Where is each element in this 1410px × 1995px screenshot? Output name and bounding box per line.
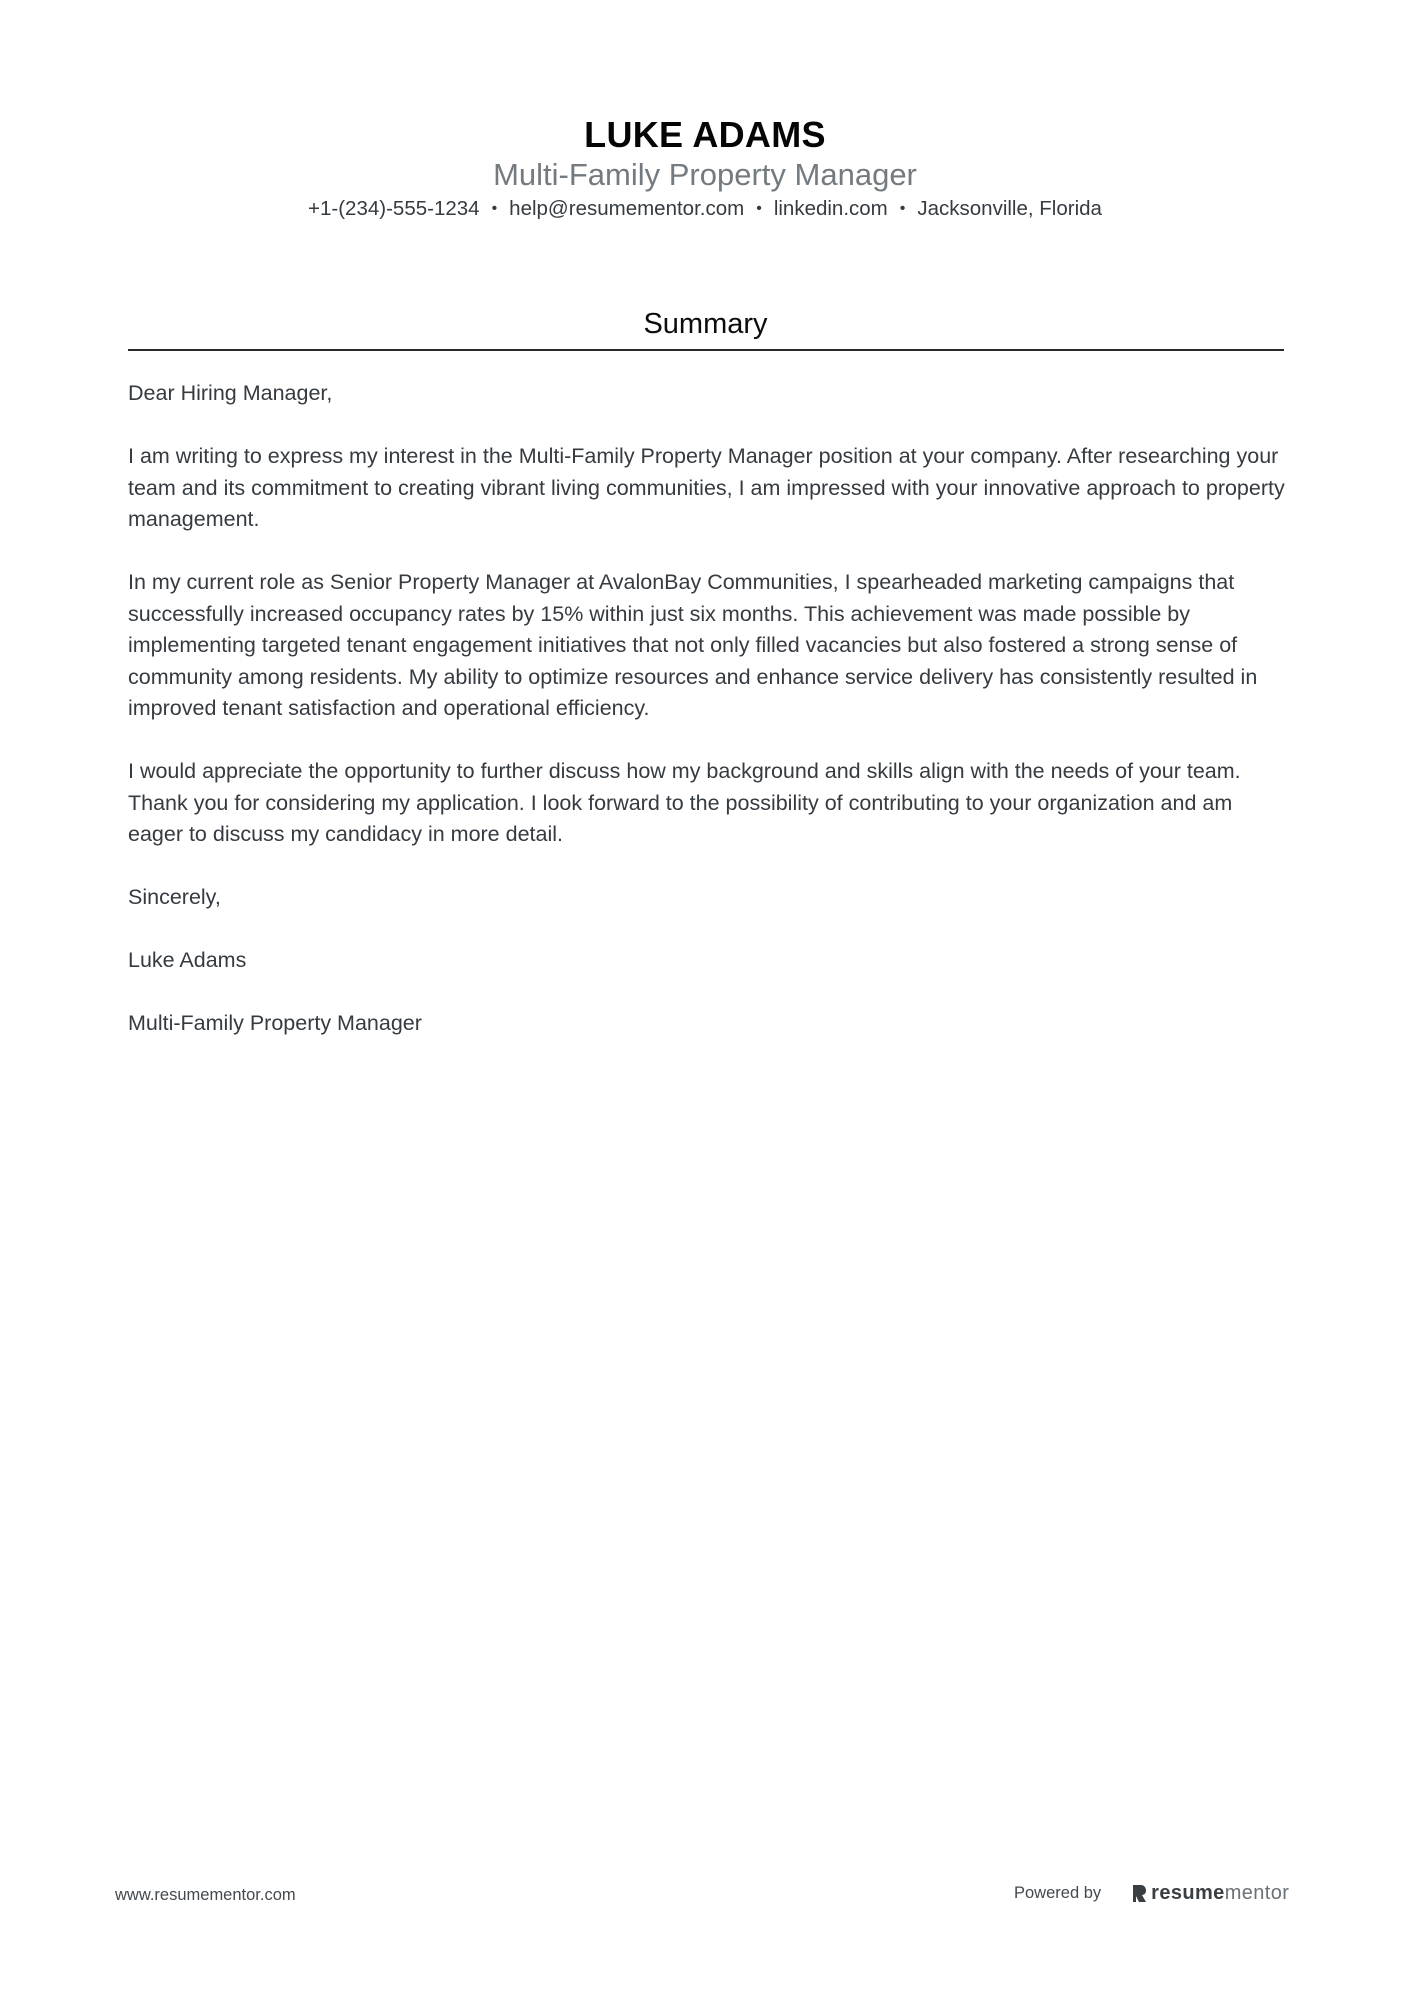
contact-email[interactable]: help@resumementor.com	[509, 197, 745, 220]
powered-by-label: Powered by	[1014, 1883, 1102, 1902]
separator-dot: •	[899, 200, 906, 217]
paragraph-closing: I would appreciate the opportunity to further discuss how my background and skills align with the needs of your team. Thank you for considering my application. I look forward to the possibility of contributing to your organization and am eager to discuss my candidacy in more detail.	[128, 759, 1241, 846]
footer-website[interactable]: www.resumementor.com	[115, 1886, 296, 1904]
contact-line	[0, 195, 1410, 223]
resumementor-logo-icon	[1131, 1884, 1147, 1903]
paragraph-intro: I am writing to express my interest in the Multi-Family Property Manager position at your company. After researching your team and its commitment to creating vibrant living communities, I am impressed with your innovative approach to property management.	[128, 444, 1285, 531]
contact-phone: +1-(234)-555-1234	[308, 197, 480, 220]
salutation: Dear Hiring Manager,	[128, 381, 333, 405]
candidate-title: Multi-Family Property Manager	[493, 157, 917, 192]
resumementor-logo[interactable]	[1131, 1881, 1289, 1905]
paragraph-experience: In my current role as Senior Property Manager at AvalonBay Communities, I spearheaded marketing campaigns that successfully increased occupancy rates by 15% within just six months. This achievement was made possible by implementing targeted tenant engagement initiatives that not only filled vacancies but also fostered a strong sense of community among residents. My ability to optimize resources and enhance service delivery has consistently resulted in improved tenant satisfaction and operational efficiency.	[128, 570, 1258, 720]
closing: Sincerely,	[128, 885, 221, 909]
section-divider	[128, 349, 1284, 351]
section-title: Summary	[643, 308, 768, 340]
separator-dot: •	[491, 200, 498, 217]
separator-dot: •	[756, 200, 762, 217]
logo-wordmark: resumementor	[1151, 1882, 1290, 1904]
footer-branding	[1014, 1880, 1289, 1906]
letter-body	[128, 378, 1288, 1071]
header	[0, 114, 1410, 223]
signature-title: Multi-Family Property Manager	[128, 1011, 422, 1035]
signature-name: Luke Adams	[128, 948, 247, 972]
contact-linkedin[interactable]: linkedin.com	[773, 197, 888, 220]
candidate-name: LUKE ADAMS	[584, 114, 826, 155]
contact-location: Jacksonville, Florida	[917, 197, 1102, 220]
